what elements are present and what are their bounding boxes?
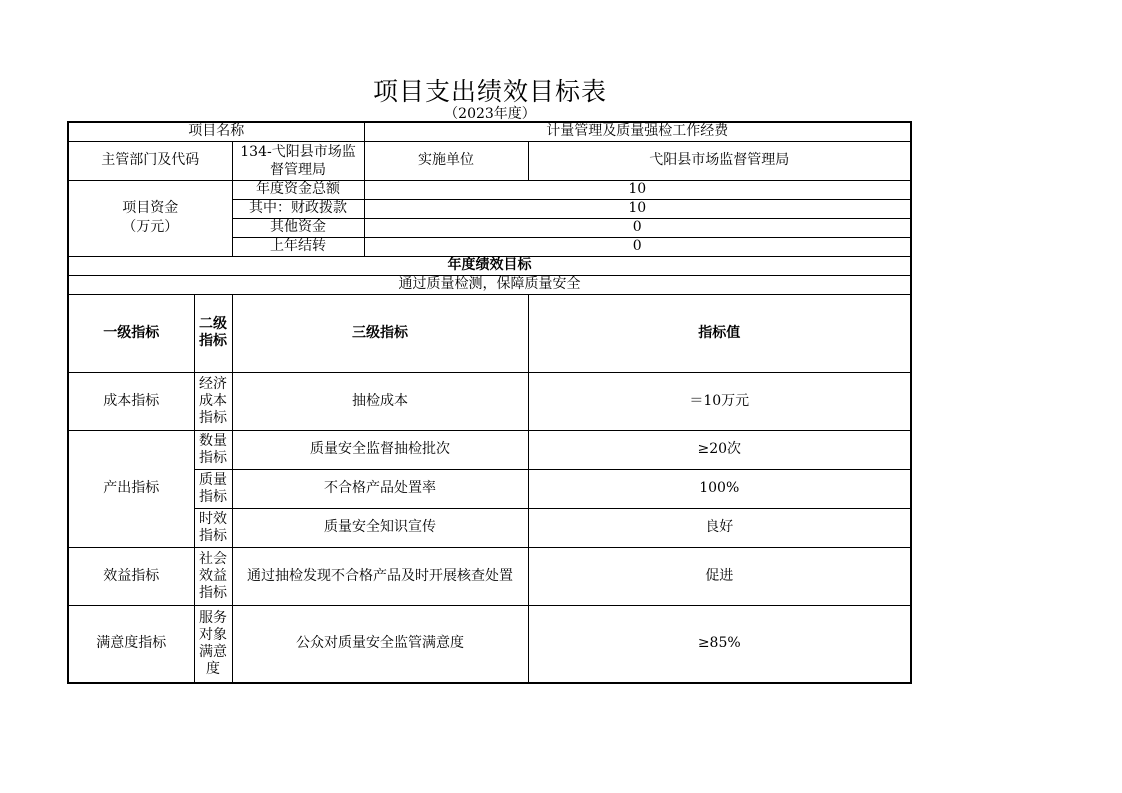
funds-row-value: 0 bbox=[364, 237, 911, 256]
indicator-row bbox=[68, 469, 911, 508]
page-title: 项目支出绩效目标表 bbox=[372, 77, 607, 106]
value-header: 指标值 bbox=[528, 294, 911, 372]
value-cell: 促进 bbox=[528, 547, 911, 605]
level1-cell: 满意度指标 bbox=[68, 605, 194, 683]
level1-cell: 效益指标 bbox=[68, 547, 194, 605]
department-label: 主管部门及代码 bbox=[68, 141, 232, 180]
value-cell: 100% bbox=[528, 469, 911, 508]
funds-row bbox=[68, 180, 911, 199]
level3-cell: 公众对质量安全监管满意度 bbox=[232, 605, 528, 683]
goal-heading: 年度绩效目标 bbox=[68, 256, 911, 275]
indicator-row bbox=[68, 547, 911, 605]
performance-target-table bbox=[67, 121, 912, 684]
funds-row-value: 10 bbox=[364, 199, 911, 218]
project-name-label: 项目名称 bbox=[68, 122, 364, 141]
funds-label: 项目资金 （万元） bbox=[68, 180, 232, 256]
indicator-row bbox=[68, 430, 911, 469]
level3-header: 三级指标 bbox=[232, 294, 528, 372]
level3-cell: 质量安全知识宣传 bbox=[232, 508, 528, 547]
level3-cell: 抽检成本 bbox=[232, 372, 528, 430]
year-subtitle: （2023年度） bbox=[444, 106, 536, 122]
level2-cell: 时效指标 bbox=[194, 508, 232, 547]
funds-row-label: 其他资金 bbox=[232, 218, 364, 237]
level3-cell: 不合格产品处置率 bbox=[232, 469, 528, 508]
level3-cell: 质量安全监督抽检批次 bbox=[232, 430, 528, 469]
level2-cell: 服务对象满意度 bbox=[194, 605, 232, 683]
implementing-unit-label: 实施单位 bbox=[364, 141, 528, 180]
funds-row-value: 10 bbox=[364, 180, 911, 199]
level2-cell: 经济成本指标 bbox=[194, 372, 232, 430]
funds-row-label: 年度资金总额 bbox=[232, 180, 364, 199]
level3-cell: 通过抽检发现不合格产品及时开展核查处置 bbox=[232, 547, 528, 605]
department-value: 134-弋阳县市场监督管理局 bbox=[232, 141, 364, 180]
project-name-row bbox=[68, 122, 911, 141]
funds-row-label: 其中：财政拨款 bbox=[232, 199, 364, 218]
goal-text-row bbox=[68, 275, 911, 294]
value-cell: 良好 bbox=[528, 508, 911, 547]
indicator-header-row bbox=[68, 294, 911, 372]
implementing-unit-value: 弋阳县市场监督管理局 bbox=[528, 141, 911, 180]
level2-cell: 质量指标 bbox=[194, 469, 232, 508]
funds-row-label: 上年结转 bbox=[232, 237, 364, 256]
level2-header: 二级指标 bbox=[194, 294, 232, 372]
level1-cell: 成本指标 bbox=[68, 372, 194, 430]
level2-cell: 社会效益指标 bbox=[194, 547, 232, 605]
value-cell: ≥20次 bbox=[528, 430, 911, 469]
level1-cell: 产出指标 bbox=[68, 430, 194, 547]
value-cell: ＝10万元 bbox=[528, 372, 911, 430]
level1-header: 一级指标 bbox=[68, 294, 194, 372]
department-row bbox=[68, 141, 911, 180]
indicator-row bbox=[68, 605, 911, 683]
goal-text: 通过质量检测，保障质量安全 bbox=[68, 275, 911, 294]
value-cell: ≥85% bbox=[528, 605, 911, 683]
indicator-row bbox=[68, 372, 911, 430]
funds-row-value: 0 bbox=[364, 218, 911, 237]
goal-heading-row bbox=[68, 256, 911, 275]
indicator-row bbox=[68, 508, 911, 547]
project-name-value: 计量管理及质量强检工作经费 bbox=[364, 122, 911, 141]
level2-cell: 数量指标 bbox=[194, 430, 232, 469]
